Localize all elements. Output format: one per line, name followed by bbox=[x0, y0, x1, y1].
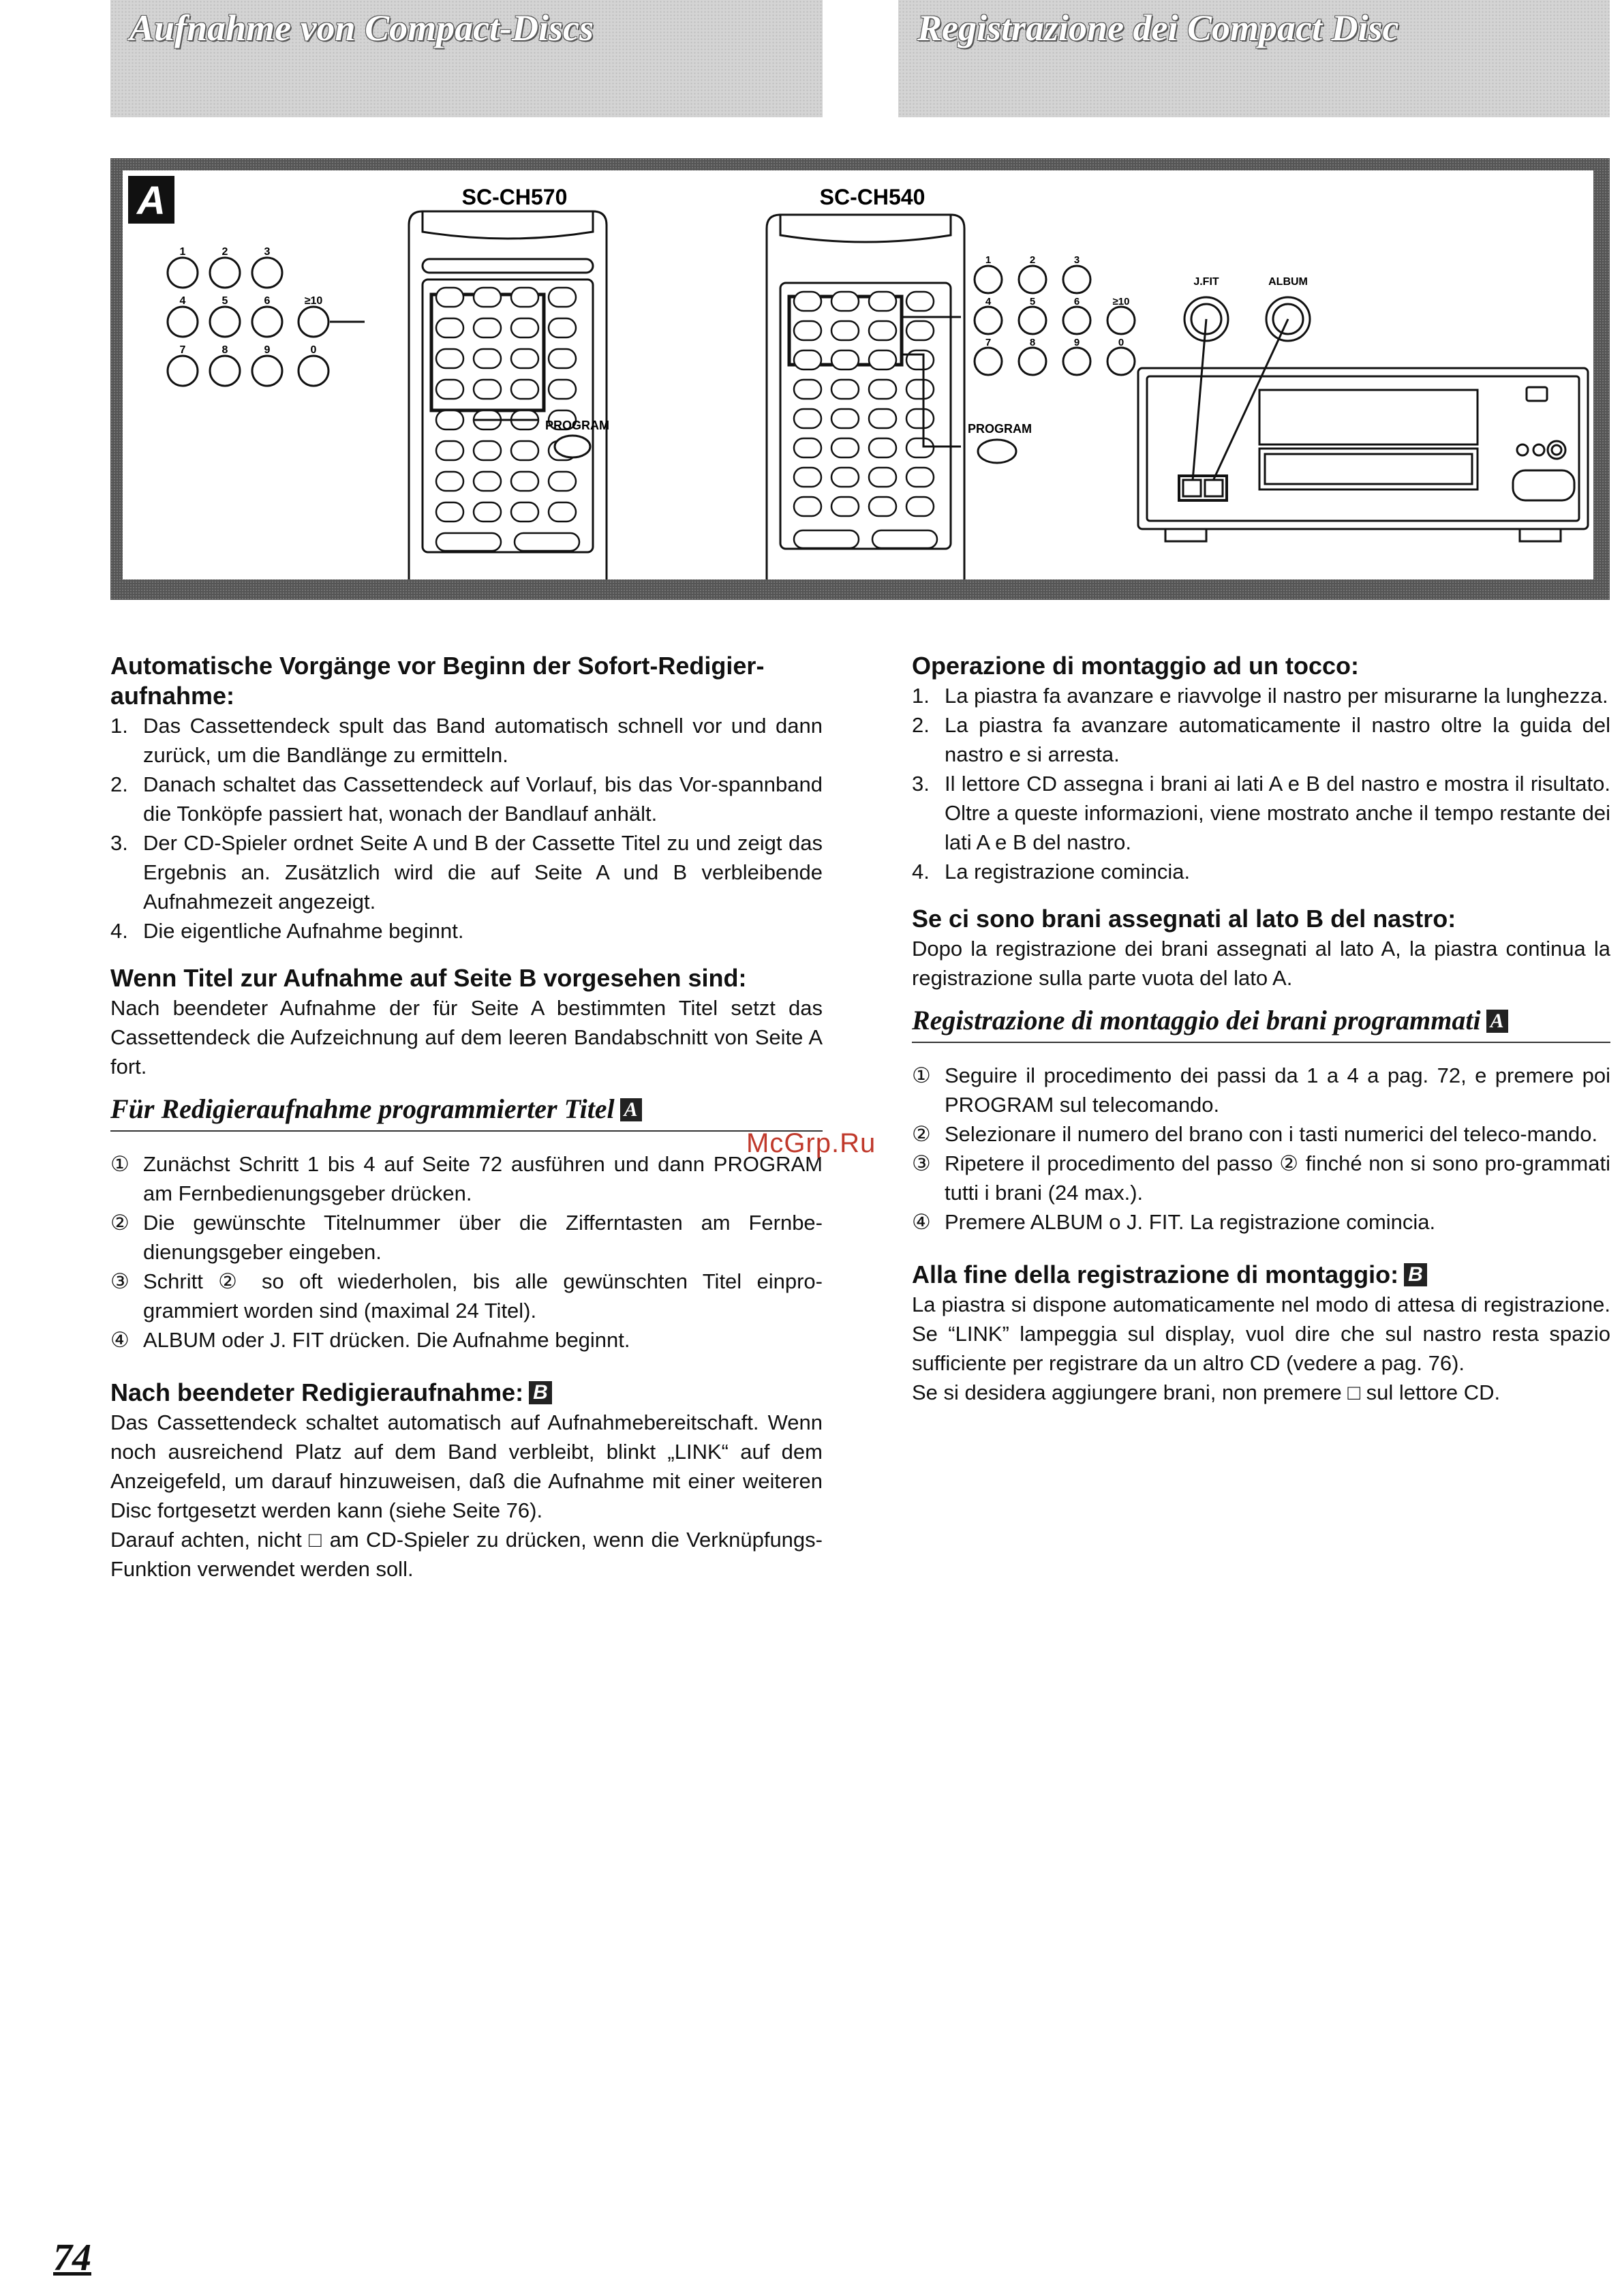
remote-and-deck-illustration bbox=[123, 170, 1593, 579]
watermark: McGrp.Ru bbox=[746, 1128, 876, 1158]
remote-button bbox=[794, 409, 821, 428]
list-item bbox=[110, 828, 823, 916]
key-label-2: 2 bbox=[221, 246, 228, 258]
key-label-4: 4 bbox=[179, 295, 186, 307]
remote-button bbox=[511, 441, 538, 460]
list-item bbox=[110, 1208, 823, 1267]
remote-button bbox=[869, 409, 896, 428]
remote-button bbox=[511, 288, 538, 307]
model-label-ch570: SC-CH570 bbox=[461, 185, 568, 209]
list-registrazione-steps bbox=[912, 1061, 1610, 1237]
key-label-5-r: 5 bbox=[1029, 296, 1036, 307]
program-button-right bbox=[978, 440, 1016, 463]
remote-button bbox=[906, 468, 934, 487]
remote-button bbox=[869, 380, 896, 399]
list-item-number: 1. bbox=[912, 684, 930, 708]
remote-button bbox=[511, 472, 538, 491]
list-item bbox=[110, 1267, 823, 1325]
key-label-0-r: 0 bbox=[1118, 337, 1124, 348]
keypad-left-labels bbox=[180, 246, 323, 356]
list-item bbox=[110, 1149, 823, 1208]
album-label: ALBUM bbox=[1268, 276, 1308, 288]
list-item-text: Das Cassettendeck spult das Band automatisch schnell vor und dann zurück, um die Bandlänge zu ermitteln. bbox=[143, 714, 823, 767]
list-item-text: Die gewünschte Titelnummer über die Zifferntasten am Fernbe-dienungsgeber eingeben. bbox=[143, 1211, 823, 1264]
key-label-5: 5 bbox=[221, 295, 228, 307]
remote-button bbox=[869, 292, 896, 311]
program-button-left bbox=[555, 436, 590, 457]
key-label-0: 0 bbox=[310, 344, 317, 356]
paragraph-seite-b: Nach beendeter Aufnahme der für Seite A bestimmten Titel setzt das Cassettendeck die Aufzeichnung auf dem leeren Bandabschnitt von Seite A fort. bbox=[110, 996, 823, 1078]
remote-button bbox=[872, 530, 937, 548]
key-label-9-r: 9 bbox=[1073, 337, 1080, 348]
remote-ch540 bbox=[767, 215, 964, 579]
list-item bbox=[912, 769, 1610, 857]
list-item bbox=[110, 916, 823, 946]
list-item bbox=[912, 1119, 1610, 1149]
page-number: 74 bbox=[53, 2237, 91, 2279]
list-item bbox=[110, 711, 823, 770]
paragraph-nach-beendeter-2: Darauf achten, nicht □ am CD-Spieler zu drücken, wenn die Verknüpfungs-Funktion verwendet werden soll. bbox=[110, 1528, 823, 1581]
list-item bbox=[912, 710, 1610, 769]
list-item-text: Selezionare il numero del brano con i tasti numerici del teleco-mando. bbox=[945, 1122, 1598, 1146]
list-item bbox=[912, 1149, 1610, 1207]
paragraph-fine-registrazione-2: Se si desidera aggiungere brani, non premere □ sul lettore CD. bbox=[912, 1380, 1501, 1404]
remote-button bbox=[794, 321, 821, 340]
remote-button bbox=[436, 288, 463, 307]
key-label-10plus-r: ≥10 bbox=[1112, 296, 1130, 307]
heading-text: Registrazione di montaggio dei brani programmati bbox=[912, 1005, 1481, 1036]
remote-button bbox=[794, 350, 821, 369]
figure-ref-badge: A bbox=[620, 1098, 642, 1121]
remote-button bbox=[906, 292, 934, 311]
remote-button bbox=[906, 350, 934, 369]
list-item-text: Der CD-Spieler ordnet Seite A und B der Cassette Titel zu und zeigt das Ergebnis an. Zusätzlich wird die auf Seite A und B verbleibende Aufnahmezeit angezeigt. bbox=[143, 831, 823, 913]
key-label-8-r: 8 bbox=[1029, 337, 1036, 348]
keypad-right-labels bbox=[985, 254, 1130, 348]
heading-text: Nach beendeter Redigieraufnahme: bbox=[110, 1378, 524, 1406]
keypad-left bbox=[168, 258, 328, 386]
model-label-ch540: SC-CH540 bbox=[819, 185, 925, 209]
list-item-number: ③ bbox=[912, 1151, 931, 1175]
remote-button bbox=[794, 468, 821, 487]
list-item-number: ② bbox=[912, 1122, 931, 1146]
heading-operazione-montaggio: Operazione di montaggio ad un tocco: bbox=[912, 652, 1360, 680]
list-operazione-montaggio bbox=[912, 681, 1610, 886]
remote-button bbox=[549, 288, 576, 307]
remote-button bbox=[869, 468, 896, 487]
remote-button bbox=[549, 349, 576, 368]
remote-button bbox=[474, 441, 501, 460]
heading-fine-registrazione bbox=[912, 1260, 1610, 1290]
remote-button bbox=[869, 497, 896, 516]
list-item-number: 3. bbox=[912, 772, 930, 796]
remote-button bbox=[436, 380, 463, 399]
remote-button bbox=[474, 318, 501, 337]
remote-button bbox=[906, 497, 934, 516]
remote-button bbox=[474, 288, 501, 307]
key-label-10plus: ≥10 bbox=[304, 295, 323, 307]
key-label-7-r: 7 bbox=[985, 337, 992, 348]
remote-button bbox=[511, 349, 538, 368]
list-item-text: La piastra fa avanzare e riavvolge il nastro per misurarne la lunghezza. bbox=[945, 684, 1608, 708]
list-item bbox=[912, 1061, 1610, 1119]
remote-button bbox=[549, 380, 576, 399]
remote-button bbox=[436, 410, 463, 429]
italian-column bbox=[912, 651, 1610, 1407]
list-item-number: 2. bbox=[912, 713, 930, 737]
jfit-label: J.FIT bbox=[1193, 276, 1219, 288]
remote-button bbox=[436, 502, 463, 522]
heading-text: Für Redigieraufnahme programmierter Titel bbox=[110, 1093, 615, 1124]
figure-ref-badge: B bbox=[529, 1381, 552, 1404]
remote-button bbox=[831, 497, 859, 516]
heading-nach-beendeter-redigieraufnahme bbox=[110, 1378, 823, 1408]
remote-button bbox=[831, 292, 859, 311]
heading-registrazione-programmati bbox=[912, 1003, 1610, 1043]
list-item-text: Zunächst Schritt 1 bis 4 auf Seite 72 ausführen und dann PROGRAM am Fernbedienungsgeber drücken. bbox=[143, 1152, 823, 1205]
key-label-2-r: 2 bbox=[1029, 254, 1036, 266]
remote-button bbox=[474, 380, 501, 399]
remote-button bbox=[869, 350, 896, 369]
list-redigieraufnahme-steps bbox=[110, 1149, 823, 1355]
remote-button bbox=[794, 380, 821, 399]
key-label-1-r: 1 bbox=[985, 254, 992, 266]
cd-deck-unit bbox=[1138, 319, 1588, 541]
key-label-4-r: 4 bbox=[985, 296, 992, 307]
list-item-number: 3. bbox=[110, 831, 128, 855]
heading-redigieraufnahme-programmiert bbox=[110, 1092, 823, 1132]
remote-button bbox=[511, 380, 538, 399]
remote-button bbox=[436, 472, 463, 491]
header-bar-right bbox=[898, 0, 1610, 117]
remote-button bbox=[906, 380, 934, 399]
remote-button bbox=[831, 380, 859, 399]
program-label-right: PROGRAM bbox=[968, 422, 1032, 436]
remote-button bbox=[511, 502, 538, 522]
heading-automatische-vorgaenge: Automatische Vorgänge vor Beginn der Sofort-Redigier-aufnahme: bbox=[110, 652, 765, 710]
list-item-number: 1. bbox=[110, 714, 128, 738]
key-label-7: 7 bbox=[179, 344, 186, 356]
key-label-6: 6 bbox=[264, 295, 271, 307]
remote-button bbox=[831, 350, 859, 369]
list-item-text: Premere ALBUM o J. FIT. La registrazione comincia. bbox=[945, 1210, 1436, 1234]
key-label-3: 3 bbox=[264, 246, 271, 258]
list-item-number: ① bbox=[110, 1152, 129, 1176]
list-item-number: 4. bbox=[912, 860, 930, 883]
heading-lato-b: Se ci sono brani assegnati al lato B del nastro: bbox=[912, 905, 1456, 933]
remote-button bbox=[831, 321, 859, 340]
remote-button bbox=[549, 472, 576, 491]
remote-button bbox=[794, 292, 821, 311]
remote-button bbox=[794, 438, 821, 457]
heading-seite-b: Wenn Titel zur Aufnahme auf Seite B vorgesehen sind: bbox=[110, 964, 747, 992]
figure-ref-badge: B bbox=[1404, 1263, 1427, 1286]
list-item-text: Die eigentliche Aufnahme beginnt. bbox=[143, 919, 464, 943]
header-title-italian: Registrazione dei Compact Disc bbox=[917, 7, 1399, 48]
remote-button bbox=[794, 530, 859, 548]
paragraph-nach-beendeter-1: Das Cassettendeck schaltet automatisch auf Aufnahmebereitschaft. Wenn noch ausreichend Platz auf dem Band verbleibt, blinkt „LINK“ auf dem Anzeigefeld, um darauf hinzuweisen, daß die Aufnahme mit einer weiteren Disc fortgesetzt werden kann (siehe Seite 76). bbox=[110, 1410, 823, 1522]
list-item-text: La piastra fa avanzare automaticamente il nastro oltre la guida del nastro e si arresta. bbox=[945, 713, 1610, 766]
key-label-3-r: 3 bbox=[1073, 254, 1080, 266]
remote-button bbox=[549, 318, 576, 337]
header-title-german: Aufnahme von Compact-Discs bbox=[129, 7, 594, 48]
figure-ref-badge: A bbox=[1486, 1010, 1508, 1033]
figure-badge-label: A bbox=[137, 179, 166, 223]
remote-button bbox=[869, 321, 896, 340]
list-item-text: Ripetere il procedimento del passo ② finché non si sono pro-grammati tutti i brani (24 max.). bbox=[945, 1151, 1610, 1205]
remote-button bbox=[515, 533, 579, 551]
list-item-text: Il lettore CD assegna i brani ai lati A e B del nastro e mostra il risultato. Oltre a queste informazioni, viene mostrato anche il tempo restante dei lati A e B del nastro. bbox=[945, 772, 1610, 854]
program-label-left: PROGRAM bbox=[545, 419, 609, 432]
list-item-number: 4. bbox=[110, 919, 128, 943]
remote-button bbox=[436, 441, 463, 460]
keypad-right bbox=[975, 266, 1135, 375]
list-automatische-vorgaenge bbox=[110, 711, 823, 946]
list-item-text: Seguire il procedimento dei passi da 1 a 4 a pag. 72, e premere poi PROGRAM sul telecomando. bbox=[945, 1063, 1610, 1117]
list-item-number: ② bbox=[110, 1211, 129, 1235]
remote-button bbox=[436, 533, 501, 551]
list-item-text: Danach schaltet das Cassettendeck auf Vorlauf, bis das Vor-spannband die Tonköpfe passiert hat, wonach der Bandlauf anhält. bbox=[143, 772, 823, 826]
list-item-number: ① bbox=[912, 1063, 931, 1087]
key-label-8: 8 bbox=[221, 344, 228, 356]
remote-button bbox=[831, 409, 859, 428]
key-label-9: 9 bbox=[264, 344, 271, 356]
list-item bbox=[912, 681, 1610, 710]
list-item bbox=[110, 770, 823, 828]
remote-button bbox=[906, 321, 934, 340]
list-item-number: ④ bbox=[912, 1210, 931, 1234]
list-item bbox=[912, 857, 1610, 886]
list-item bbox=[110, 1325, 823, 1355]
remote-button bbox=[511, 318, 538, 337]
header-bar-left bbox=[110, 0, 823, 117]
remote-button bbox=[831, 468, 859, 487]
list-item-text: La registrazione comincia. bbox=[945, 860, 1191, 883]
remote-button bbox=[549, 502, 576, 522]
german-column bbox=[110, 651, 823, 1584]
list-item-number: ④ bbox=[110, 1328, 129, 1352]
list-item-number: ③ bbox=[110, 1269, 129, 1293]
figure-a bbox=[110, 158, 1610, 600]
remote-button bbox=[474, 349, 501, 368]
list-item-text: Schritt ② so oft wiederholen, bis alle gewünschten Titel einpro-grammiert worden sind (maximal 24 Titel). bbox=[143, 1269, 823, 1323]
remote-button bbox=[831, 438, 859, 457]
remote-button bbox=[436, 318, 463, 337]
remote-button bbox=[436, 349, 463, 368]
remote-button bbox=[794, 497, 821, 516]
remote-button bbox=[906, 438, 934, 457]
remote-button bbox=[474, 502, 501, 522]
remote-button bbox=[906, 409, 934, 428]
heading-text: Alla fine della registrazione di montaggio: bbox=[912, 1260, 1399, 1288]
paragraph-lato-b: Dopo la registrazione dei brani assegnati al lato A, la piastra continua la registrazione sulla parte vuota del lato A. bbox=[912, 937, 1610, 990]
key-label-1: 1 bbox=[179, 246, 186, 258]
remote-button bbox=[869, 438, 896, 457]
key-label-6-r: 6 bbox=[1073, 296, 1080, 307]
figure-canvas bbox=[123, 170, 1593, 579]
list-item bbox=[912, 1207, 1610, 1237]
list-item-number: 2. bbox=[110, 772, 128, 796]
list-item-text: ALBUM oder J. FIT drücken. Die Aufnahme beginnt. bbox=[143, 1328, 630, 1352]
paragraph-fine-registrazione-1: La piastra si dispone automaticamente nel modo di attesa di registrazione. Se “LINK” lampeggia sul display, vuol dire che sul nastro resta spazio sufficiente per registrare da un altro CD (vedere a pag. 76). bbox=[912, 1293, 1610, 1375]
remote-button bbox=[474, 472, 501, 491]
